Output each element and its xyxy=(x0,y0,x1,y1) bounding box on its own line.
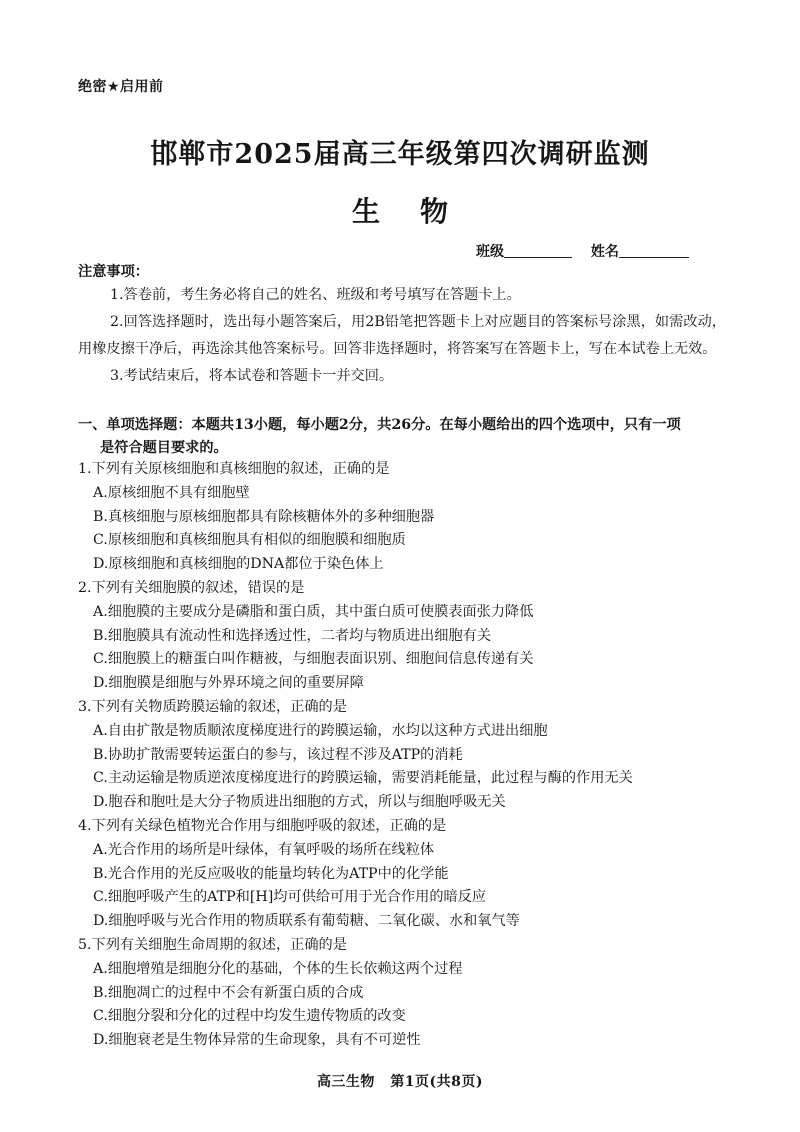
question-stem: 4.下列有关绿色植物光合作用与细胞呼吸的叙述，正确的是 xyxy=(78,817,447,834)
class-blank xyxy=(504,243,572,258)
option-a: A.细胞增殖是细胞分化的基础，个体的生长依赖这两个过程 xyxy=(93,960,463,977)
option-a: A.自由扩散是物质顺浓度梯度进行的跨膜运输，水均以这种方式进出细胞 xyxy=(93,722,548,739)
class-label: 班级 xyxy=(476,244,504,260)
question-1 xyxy=(78,458,726,577)
question-stem: 5.下列有关细胞生命周期的叙述，正确的是 xyxy=(78,936,347,953)
confidential-label: 绝密★启用前 xyxy=(78,79,164,95)
option-b: B.真核细胞与原核细胞都具有除核糖体外的多种细胞器 xyxy=(93,508,435,525)
option-d: D.细胞衰老是生物体异常的生命现象，具有不可逆性 xyxy=(93,1032,421,1049)
question-3 xyxy=(78,696,726,815)
notice-item: 3.考试结束后，将本试卷和答题卡一并交回。 xyxy=(110,368,394,384)
option-a: A.细胞膜的主要成分是磷脂和蛋白质，其中蛋白质可使膜表面张力降低 xyxy=(93,603,534,620)
name-label: 姓名 xyxy=(590,244,619,260)
option-c: C.原核细胞和真核细胞具有相似的细胞膜和细胞质 xyxy=(93,532,406,549)
footer-page-number: 第1页(共8页) xyxy=(390,1074,484,1090)
option-c: C.细胞分裂和分化的过程中均发生遗传物质的改变 xyxy=(93,1008,406,1025)
option-b: B.协助扩散需要转运蛋白的参与，该过程不涉及ATP的消耗 xyxy=(93,746,463,763)
option-a: A.原核细胞不具有细胞壁 xyxy=(93,484,250,501)
option-b: B.光合作用的光反应吸收的能量均转化为ATP中的化学能 xyxy=(93,865,449,882)
notice-heading: 注意事项： xyxy=(78,264,149,280)
option-d: D.原核细胞和真核细胞的DNA都位于染色体上 xyxy=(93,556,384,573)
question-4 xyxy=(78,815,726,934)
question-2 xyxy=(78,577,726,696)
question-stem: 1.下列有关原核细胞和真核细胞的叙述，正确的是 xyxy=(78,461,390,477)
notice-list xyxy=(78,282,726,390)
option-c: C.细胞呼吸产生的ATP和[H]均可供给可用于光合作用的暗反应 xyxy=(93,889,487,906)
option-c: C.细胞膜上的糖蛋白叫作糖被，与细胞表面识别、细胞间信息传递有关 xyxy=(93,651,534,668)
option-d: D.胞吞和胞吐是大分子物质进出细胞的方式，所以与细胞呼吸无关 xyxy=(93,794,506,811)
student-fields xyxy=(476,241,689,261)
page-footer xyxy=(0,1071,800,1091)
exam-title: 邯郸市2025届高三年级第四次调研监测 xyxy=(150,139,650,170)
section-heading-line: 一、单项选择题：本题共13小题，每小题2分，共26分。在每小题给出的四个选项中，只有一项 xyxy=(78,417,681,433)
name-blank xyxy=(619,243,689,258)
question-stem: 2.下列有关细胞膜的叙述，错误的是 xyxy=(78,579,305,596)
option-b: B.细胞凋亡的过程中不会有新蛋白质的合成 xyxy=(93,984,364,1001)
question-5 xyxy=(78,934,726,1053)
notice-item: 1.答卷前，考生务必将自己的姓名、班级和考号填写在答题卡上。 xyxy=(110,287,521,303)
section-heading xyxy=(78,414,726,460)
option-d: D.细胞呼吸与光合作用的物质联系有葡萄糖、二氧化碳、水和氧气等 xyxy=(93,913,520,930)
option-a: A.光合作用的场所是叶绿体，有氧呼吸的场所在线粒体 xyxy=(93,841,435,858)
subject-title: 生物 xyxy=(351,195,488,228)
option-d: D.细胞膜是细胞与外界环境之间的重要屏障 xyxy=(93,675,364,692)
option-b: B.细胞膜具有流动性和选择透过性，二者均与物质进出细胞有关 xyxy=(93,627,492,644)
section-heading-line: 是符合题目要求的。 xyxy=(100,440,228,456)
question-stem: 3.下列有关物质跨膜运输的叙述，正确的是 xyxy=(78,698,347,715)
question-list xyxy=(78,458,726,1053)
notice-item: 2.回答选择题时，选出每小题答案后，用2B铅笔把答题卡上对应题目的答案标号涂黑，如需改动，用橡皮擦干净后，再选涂其他答案标号。回答非选择题时，将答案写在答题卡上，写在本试卷上无效。 xyxy=(78,314,726,357)
option-c: C.主动运输是物质逆浓度梯度进行的跨膜运输，需要消耗能量，此过程与酶的作用无关 xyxy=(93,770,633,787)
footer-subject: 高三生物 xyxy=(316,1074,375,1090)
